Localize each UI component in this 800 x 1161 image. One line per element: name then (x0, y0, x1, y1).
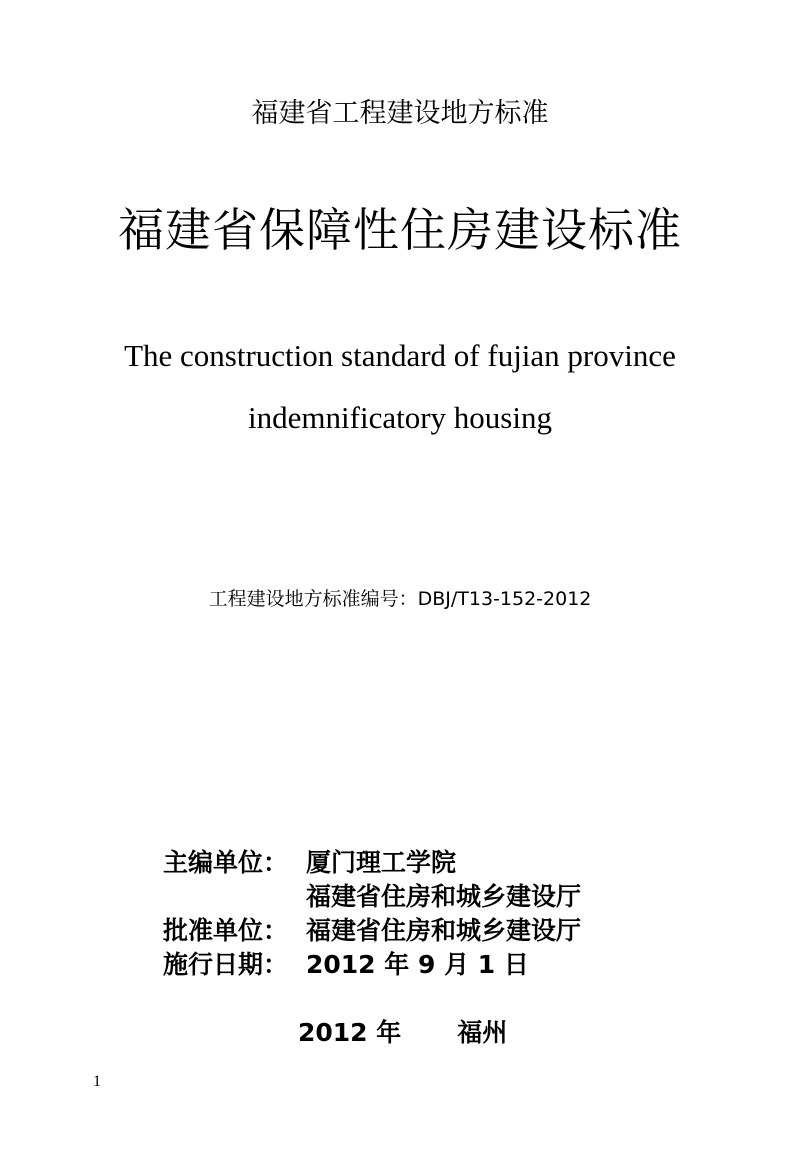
approver-label: 批准单位： (163, 916, 289, 945)
date-label: 施行日期： (163, 950, 289, 979)
footer-city: 福州 (457, 1018, 508, 1047)
page-number: 1 (93, 1073, 101, 1090)
english-title-line-1: The construction standard of fujian province (124, 338, 676, 373)
editor-unit-1: 厦门理工学院 (306, 848, 457, 877)
footer-line (298, 1016, 507, 1050)
issuing-info (163, 846, 581, 982)
editor-label: 主编单位： (163, 848, 289, 877)
main-title: 福建省保障性住房建设标准 (118, 203, 682, 257)
english-title-line-2: indemnificatory housing (248, 400, 552, 435)
editor-unit-2: 福建省住房和城乡建设厅 (306, 882, 582, 911)
approver-row (163, 914, 581, 948)
standard-number: 工程建设地方标准编号：DBJ/T13-152-2012 (208, 588, 592, 610)
date-row (163, 948, 581, 982)
approver-unit: 福建省住房和城乡建设厅 (306, 916, 582, 945)
effective-date: 2012 年 9 月 1 日 (306, 950, 529, 979)
series-title: 福建省工程建设地方标准 (251, 98, 549, 129)
footer-year: 2012 年 (298, 1018, 402, 1047)
editor-row (163, 846, 581, 880)
editor-row-2 (163, 880, 581, 914)
